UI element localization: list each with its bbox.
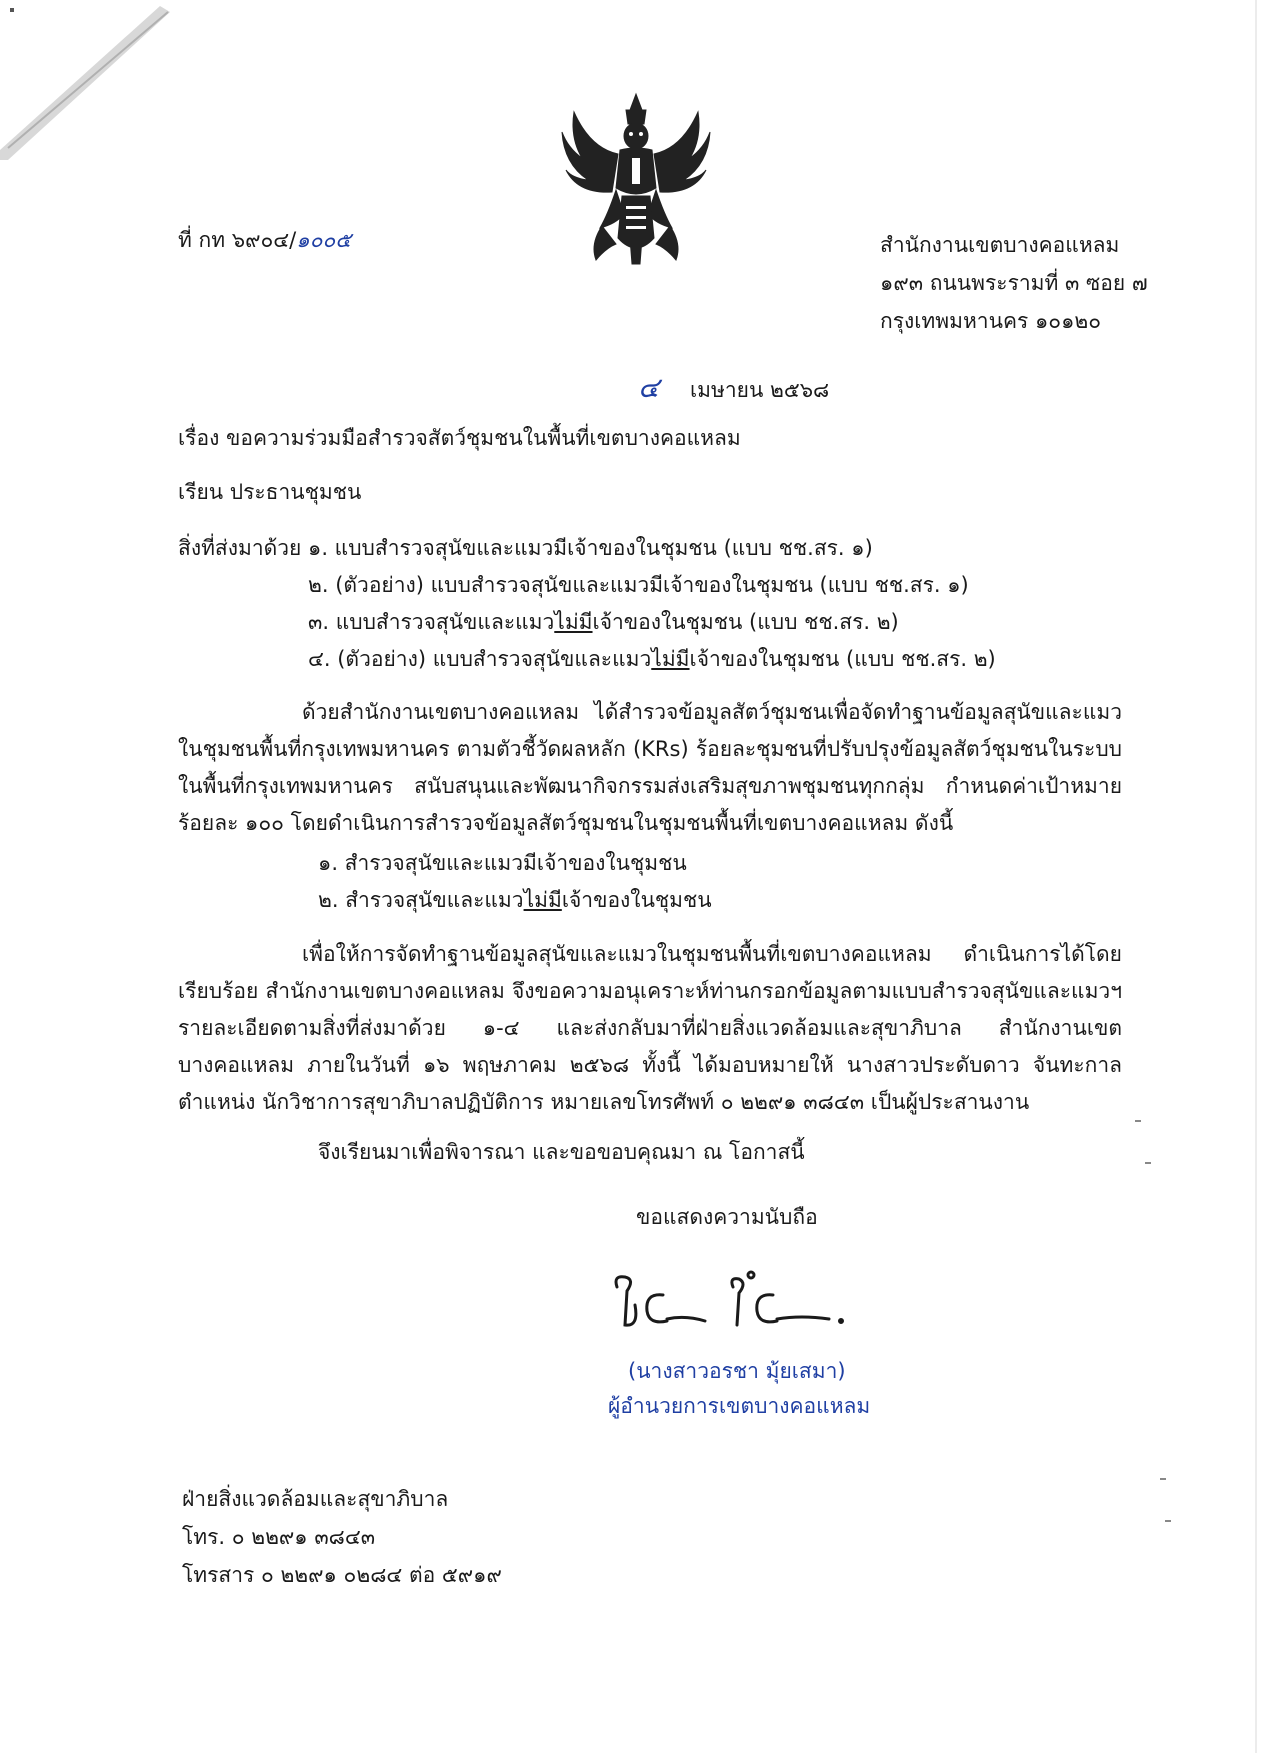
scan-corner-shadow	[0, 0, 200, 160]
scan-edge-line	[1255, 0, 1257, 1753]
body-paragraph: เพื่อให้การจัดทำฐานข้อมูลสุนัขและแมวในชุมชนพื้นที่เขตบางคอแหลม ดำเนินการได้โดยเรียบร้อย สำนักงานเขตบางคอแหลม จึงขอความอนุเคราะห์ท่านกรอกข้อมูลตามแบบสำรวจสุนัขและแมวฯ รายละเอียดตามสิ่งที่ส่งมาด้วย ๑-๔ และส่งกลับมาที่ฝ่ายสิ่งแวดล้อมและสุขาภิบาล สำนักงานเขตบางคอแหลม ภายในวันที่ ๑๖ พฤษภาคม ๒๕๖๘ ทั้งนี้ ได้มอบหมายให้ นางสาวประดับดาว จันทะกาล ตำแหน่ง นักวิชาการสุขาภิบาลปฏิบัติการ หมายเลขโทรศัพท์ ๐ ๒๒๙๑ ๓๘๔๓ เป็นผู้ประสานงาน	[178, 942, 1122, 1114]
signer-title: ผู้อำนวยการเขตบางคอแหลม	[608, 1394, 871, 1418]
body-list-item: ๑. สำรวจสุนัขและแมวมีเจ้าของในชุมชน	[318, 851, 687, 875]
handwritten-signature	[605, 1265, 845, 1335]
body-list-item: ๒. สำรวจสุนัขและแมวไม่มีเจ้าของในชุมชน	[318, 888, 712, 912]
office-address-block	[880, 226, 1148, 340]
footer-contact-block	[182, 1480, 502, 1594]
letter-recipient: เรียน ประธานชุมชน	[178, 480, 362, 504]
scan-speck	[1160, 1478, 1166, 1480]
footer-fax: โทรสาร ๐ ๒๒๙๑ ๐๒๘๔ ต่อ ๕๙๑๙	[182, 1563, 502, 1587]
letter-subject: เรื่อง ขอความร่วมมือสำรวจสัตว์ชุมชนในพื้นที่เขตบางคอแหลม	[178, 426, 741, 450]
scan-speck	[1145, 1162, 1151, 1164]
office-address-line2: กรุงเทพมหานคร ๑๐๑๒๐	[880, 309, 1102, 333]
enclosure-item: ๔. (ตัวอย่าง) แบบสำรวจสุนัขและแมวไม่มีเจ้าของในชุมชน (แบบ ชช.สร. ๒)	[308, 647, 996, 671]
body-paragraph: ด้วยสำนักงานเขตบางคอแหลม ได้สำรวจข้อมูลสัตว์ชุมชนเพื่อจัดทำฐานข้อมูลสุนัขและแมวในชุมชนพื้นที่กรุงเทพมหานคร ตามตัวชี้วัดผลหลัก (KRs) ร้อยละชุมชนที่ปรับปรุงข้อมูลสัตว์ชุมชนในระบบในพื้นที่กรุงเทพมหานคร สนับสนุนและพัฒนากิจกรรมส่งเสริมสุขภาพชุมชนทุกกลุ่ม กำหนดค่าเป้าหมายร้อยละ ๑๐๐ โดยดำเนินการสำรวจข้อมูลสัตว์ชุมชนในชุมชนพื้นที่เขตบางคอแหลม ดังนี้	[178, 700, 1122, 835]
office-name: สำนักงานเขตบางคอแหลม	[880, 233, 1120, 257]
underlined-emphasis: ไม่มี	[554, 610, 593, 634]
letter-date	[638, 366, 829, 410]
enclosures-label: สิ่งที่ส่งมาด้วย	[178, 536, 302, 560]
footer-department: ฝ่ายสิ่งแวดล้อมและสุขาภิบาล	[182, 1487, 449, 1511]
scan-speck	[1135, 1120, 1141, 1122]
enclosure-item: ๒. (ตัวอย่าง) แบบสำรวจสุนัขและแมวมีเจ้าของในชุมชน (แบบ ชช.สร. ๑)	[308, 573, 969, 597]
enclosure-item: ๑. แบบสำรวจสุนัขและแมวมีเจ้าของในชุมชน (แบบ ชช.สร. ๑)	[308, 536, 873, 560]
scan-speck	[1165, 1520, 1171, 1522]
office-address-line1: ๑๙๓ ถนนพระรามที่ ๓ ซอย ๗	[880, 271, 1148, 295]
date-month-year: เมษายน ๒๕๖๘	[690, 378, 830, 402]
reference-number	[178, 226, 351, 254]
underlined-emphasis: ไม่มี	[651, 647, 690, 671]
footer-phone: โทร. ๐ ๒๒๙๑ ๓๘๔๓	[182, 1525, 376, 1549]
signer-name: (นางสาวอรชา มุ้ยเสมา)	[628, 1359, 846, 1383]
sign-off: ขอแสดงความนับถือ	[636, 1205, 818, 1229]
closing-line: จึงเรียนมาเพื่อพิจารณา และขอขอบคุณมา ณ โอกาสนี้	[318, 1140, 805, 1164]
date-day-handwritten: ๔	[638, 371, 660, 404]
garuda-emblem-icon	[560, 88, 712, 266]
enclosure-item: ๓. แบบสำรวจสุนัขและแมวไม่มีเจ้าของในชุมชน (แบบ ชช.สร. ๒)	[308, 610, 899, 634]
underlined-emphasis: ไม่มี	[523, 888, 562, 912]
reference-label: ที่ กท ๖๙๐๔/	[178, 228, 297, 252]
reference-handwritten-number: ๑๐๐๕	[296, 228, 352, 252]
